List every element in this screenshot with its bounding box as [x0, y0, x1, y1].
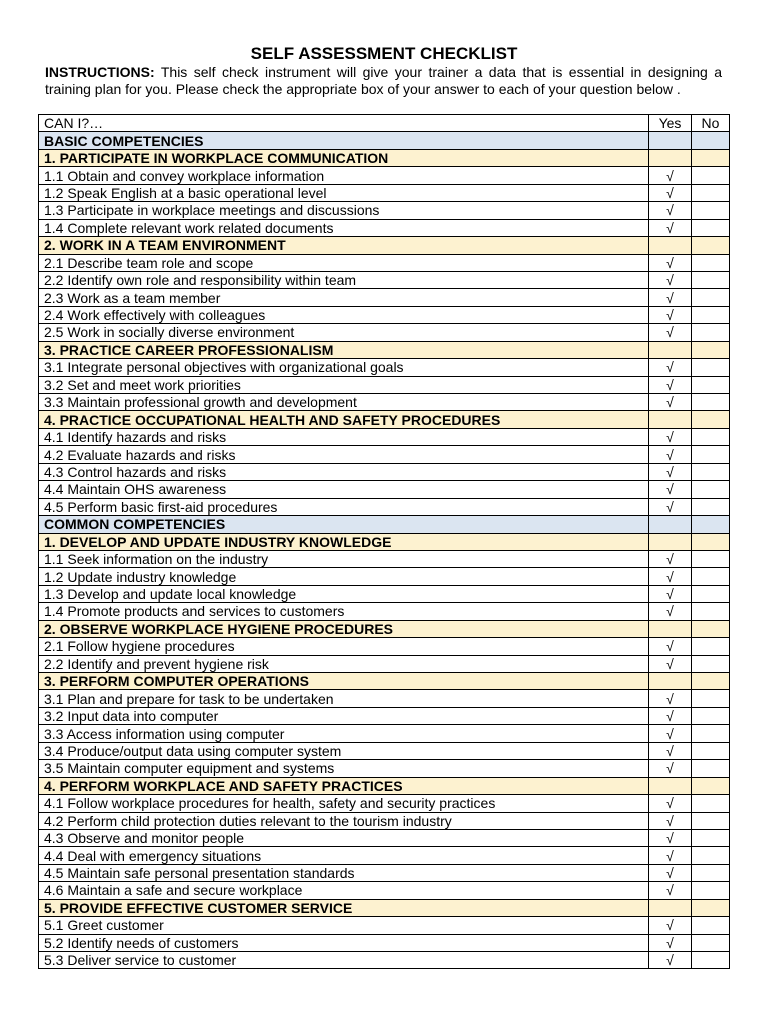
no-checkbox-cell[interactable] [692, 690, 730, 707]
no-checkbox-cell [692, 132, 730, 149]
instructions [45, 64, 722, 98]
checklist-item-row [39, 829, 730, 846]
section-label: 1. PARTICIPATE IN WORKPLACE COMMUNICATION [39, 149, 649, 166]
section-row [39, 673, 730, 690]
yes-checkbox-cell[interactable]: √ [649, 638, 692, 655]
no-checkbox-cell [692, 899, 730, 916]
yes-checkbox-cell[interactable]: √ [649, 917, 692, 934]
item-label: 1.2 Speak English at a basic operational level [39, 184, 649, 201]
item-label: 4.5 Perform basic first-aid procedures [39, 498, 649, 515]
yes-checkbox-cell[interactable]: √ [649, 655, 692, 672]
item-label: 3.4 Produce/output data using computer system [39, 742, 649, 759]
yes-checkbox-cell[interactable]: √ [649, 568, 692, 585]
no-checkbox-cell[interactable] [692, 760, 730, 777]
checklist-item-row [39, 934, 730, 951]
no-checkbox-cell[interactable] [692, 271, 730, 288]
no-checkbox-cell[interactable] [692, 795, 730, 812]
header-yes: Yes [649, 115, 692, 132]
yes-checkbox-cell [649, 899, 692, 916]
checklist-item-row [39, 603, 730, 620]
yes-checkbox-cell [649, 777, 692, 794]
header-question: CAN I?… [39, 115, 649, 132]
no-checkbox-cell[interactable] [692, 324, 730, 341]
checklist-item-row [39, 882, 730, 899]
no-checkbox-cell [692, 237, 730, 254]
no-checkbox-cell [692, 411, 730, 428]
section-row [39, 899, 730, 916]
yes-checkbox-cell[interactable]: √ [649, 864, 692, 881]
checklist-item-row [39, 254, 730, 271]
yes-checkbox-cell[interactable]: √ [649, 202, 692, 219]
item-label: 1.4 Promote products and services to customers [39, 603, 649, 620]
yes-checkbox-cell[interactable]: √ [649, 289, 692, 306]
section-row [39, 237, 730, 254]
item-label: 4.2 Evaluate hazards and risks [39, 446, 649, 463]
checklist-item-row [39, 812, 730, 829]
item-label: 4.1 Identify hazards and risks [39, 428, 649, 445]
yes-checkbox-cell[interactable]: √ [649, 882, 692, 899]
yes-checkbox-cell[interactable]: √ [649, 934, 692, 951]
yes-checkbox-cell[interactable]: √ [649, 324, 692, 341]
no-checkbox-cell[interactable] [692, 219, 730, 236]
item-label: 2.3 Work as a team member [39, 289, 649, 306]
item-label: 4.3 Control hazards and risks [39, 463, 649, 480]
checklist-item-row [39, 568, 730, 585]
yes-checkbox-cell [649, 516, 692, 533]
category-label: BASIC COMPETENCIES [39, 132, 649, 149]
yes-checkbox-cell [649, 673, 692, 690]
yes-checkbox-cell[interactable]: √ [649, 742, 692, 759]
yes-checkbox-cell[interactable]: √ [649, 359, 692, 376]
section-label: 4. PERFORM WORKPLACE AND SAFETY PRACTICES [39, 777, 649, 794]
no-checkbox-cell[interactable] [692, 655, 730, 672]
checklist-item-row [39, 847, 730, 864]
item-label: 3.2 Input data into computer [39, 707, 649, 724]
no-checkbox-cell [692, 149, 730, 166]
section-row [39, 149, 730, 166]
section-row [39, 411, 730, 428]
no-checkbox-cell[interactable] [692, 394, 730, 411]
no-checkbox-cell[interactable] [692, 167, 730, 184]
yes-checkbox-cell[interactable]: √ [649, 376, 692, 393]
item-label: 2.4 Work effectively with colleagues [39, 306, 649, 323]
no-checkbox-cell[interactable] [692, 917, 730, 934]
section-row [39, 533, 730, 550]
checklist-item-row [39, 795, 730, 812]
checklist-item-row [39, 760, 730, 777]
no-checkbox-cell[interactable] [692, 202, 730, 219]
section-label: 4. PRACTICE OCCUPATIONAL HEALTH AND SAFETY PROCEDURES [39, 411, 649, 428]
no-checkbox-cell [692, 620, 730, 637]
yes-checkbox-cell[interactable]: √ [649, 952, 692, 969]
category-row [39, 516, 730, 533]
yes-checkbox-cell[interactable]: √ [649, 550, 692, 567]
no-checkbox-cell[interactable] [692, 359, 730, 376]
yes-checkbox-cell[interactable]: √ [649, 219, 692, 236]
no-checkbox-cell[interactable] [692, 882, 730, 899]
table-header-row [39, 115, 730, 132]
section-label: 2. WORK IN A TEAM ENVIRONMENT [39, 237, 649, 254]
item-label: 4.5 Maintain safe personal presentation standards [39, 864, 649, 881]
no-checkbox-cell[interactable] [692, 289, 730, 306]
item-label: 3.3 Maintain professional growth and development [39, 394, 649, 411]
checklist-item-row [39, 585, 730, 602]
yes-checkbox-cell[interactable]: √ [649, 829, 692, 846]
no-checkbox-cell[interactable] [692, 829, 730, 846]
page-title: SELF ASSESSMENT CHECKLIST [250, 44, 518, 63]
checklist-item-row [39, 359, 730, 376]
item-label: 4.1 Follow workplace procedures for health, safety and security practices [39, 795, 649, 812]
instructions-label: INSTRUCTIONS: [45, 64, 155, 80]
no-checkbox-cell[interactable] [692, 934, 730, 951]
no-checkbox-cell[interactable] [692, 864, 730, 881]
checklist-item-row [39, 690, 730, 707]
no-checkbox-cell[interactable] [692, 812, 730, 829]
item-label: 1.2 Update industry knowledge [39, 568, 649, 585]
section-row [39, 341, 730, 358]
item-label: 2.1 Describe team role and scope [39, 254, 649, 271]
section-label: 1. DEVELOP AND UPDATE INDUSTRY KNOWLEDGE [39, 533, 649, 550]
no-checkbox-cell[interactable] [692, 952, 730, 969]
checklist-item-row [39, 864, 730, 881]
yes-checkbox-cell [649, 533, 692, 550]
yes-checkbox-cell[interactable]: √ [649, 271, 692, 288]
item-label: 3.2 Set and meet work priorities [39, 376, 649, 393]
yes-checkbox-cell [649, 341, 692, 358]
category-label: COMMON COMPETENCIES [39, 516, 649, 533]
checklist-item-row [39, 481, 730, 498]
no-checkbox-cell[interactable] [692, 550, 730, 567]
header-no: No [692, 115, 730, 132]
item-label: 4.6 Maintain a safe and secure workplace [39, 882, 649, 899]
checklist-item-row [39, 324, 730, 341]
no-checkbox-cell[interactable] [692, 254, 730, 271]
no-checkbox-cell[interactable] [692, 184, 730, 201]
yes-checkbox-cell [649, 620, 692, 637]
item-label: 3.3 Access information using computer [39, 725, 649, 742]
checklist-item-row [39, 202, 730, 219]
item-label: 4.2 Perform child protection duties relevant to the tourism industry [39, 812, 649, 829]
item-label: 5.1 Greet customer [39, 917, 649, 934]
checklist-rows [39, 132, 730, 969]
yes-checkbox-cell[interactable]: √ [649, 690, 692, 707]
item-label: 2.5 Work in socially diverse environment [39, 324, 649, 341]
section-label: 3. PRACTICE CAREER PROFESSIONALISM [39, 341, 649, 358]
item-label: 1.3 Develop and update local knowledge [39, 585, 649, 602]
yes-checkbox-cell[interactable]: √ [649, 707, 692, 724]
no-checkbox-cell[interactable] [692, 585, 730, 602]
checklist-item-row [39, 394, 730, 411]
yes-checkbox-cell[interactable]: √ [649, 498, 692, 515]
checklist-item-row [39, 167, 730, 184]
checklist-item-row [39, 184, 730, 201]
item-label: 2.2 Identify own role and responsibility within team [39, 271, 649, 288]
no-checkbox-cell[interactable] [692, 428, 730, 445]
checklist-item-row [39, 446, 730, 463]
checklist-item-row [39, 306, 730, 323]
checklist-item-row [39, 428, 730, 445]
no-checkbox-cell[interactable] [692, 847, 730, 864]
yes-checkbox-cell[interactable]: √ [649, 446, 692, 463]
checklist-item-row [39, 707, 730, 724]
checklist-item-row [39, 638, 730, 655]
yes-checkbox-cell [649, 411, 692, 428]
item-label: 1.3 Participate in workplace meetings and discussions [39, 202, 649, 219]
no-checkbox-cell[interactable] [692, 742, 730, 759]
item-label: 5.2 Identify needs of customers [39, 934, 649, 951]
item-label: 3.1 Integrate personal objectives with organizational goals [39, 359, 649, 376]
category-row [39, 132, 730, 149]
yes-checkbox-cell [649, 132, 692, 149]
checklist-item-row [39, 655, 730, 672]
yes-checkbox-cell[interactable]: √ [649, 306, 692, 323]
no-checkbox-cell [692, 341, 730, 358]
item-label: 3.5 Maintain computer equipment and systems [39, 760, 649, 777]
no-checkbox-cell [692, 777, 730, 794]
section-label: 5. PROVIDE EFFECTIVE CUSTOMER SERVICE [39, 899, 649, 916]
yes-checkbox-cell[interactable]: √ [649, 463, 692, 480]
item-label: 1.1 Obtain and convey workplace information [39, 167, 649, 184]
yes-checkbox-cell[interactable]: √ [649, 795, 692, 812]
yes-checkbox-cell[interactable]: √ [649, 481, 692, 498]
instructions-text: This self check instrument will give your trainer a data that is essential in designing a training plan for you. Please check the appropriate box of your answer to each of your question below . [45, 64, 722, 97]
yes-checkbox-cell [649, 237, 692, 254]
yes-checkbox-cell[interactable]: √ [649, 254, 692, 271]
item-label: 4.3 Observe and monitor people [39, 829, 649, 846]
yes-checkbox-cell[interactable]: √ [649, 585, 692, 602]
no-checkbox-cell[interactable] [692, 725, 730, 742]
yes-checkbox-cell[interactable]: √ [649, 812, 692, 829]
checklist-item-row [39, 463, 730, 480]
item-label: 1.4 Complete relevant work related documents [39, 219, 649, 236]
no-checkbox-cell[interactable] [692, 446, 730, 463]
no-checkbox-cell[interactable] [692, 306, 730, 323]
checklist-table [38, 114, 730, 969]
no-checkbox-cell[interactable] [692, 638, 730, 655]
checklist-item-row [39, 498, 730, 515]
item-label: 3.1 Plan and prepare for task to be undertaken [39, 690, 649, 707]
no-checkbox-cell[interactable] [692, 603, 730, 620]
checklist-item-row [39, 952, 730, 969]
item-label: 1.1 Seek information on the industry [39, 550, 649, 567]
no-checkbox-cell[interactable] [692, 498, 730, 515]
checklist-item-row [39, 917, 730, 934]
yes-checkbox-cell[interactable]: √ [649, 394, 692, 411]
yes-checkbox-cell[interactable]: √ [649, 428, 692, 445]
yes-checkbox-cell[interactable]: √ [649, 167, 692, 184]
no-checkbox-cell [692, 673, 730, 690]
section-label: 3. PERFORM COMPUTER OPERATIONS [39, 673, 649, 690]
yes-checkbox-cell[interactable]: √ [649, 760, 692, 777]
item-label: 2.2 Identify and prevent hygiene risk [39, 655, 649, 672]
no-checkbox-cell[interactable] [692, 568, 730, 585]
section-row [39, 620, 730, 637]
checklist-item-row [39, 376, 730, 393]
checklist-item-row [39, 271, 730, 288]
item-label: 4.4 Maintain OHS awareness [39, 481, 649, 498]
section-label: 2. OBSERVE WORKPLACE HYGIENE PROCEDURES [39, 620, 649, 637]
yes-checkbox-cell[interactable]: √ [649, 847, 692, 864]
checklist-item-row [39, 742, 730, 759]
checklist-item-row [39, 289, 730, 306]
no-checkbox-cell[interactable] [692, 463, 730, 480]
item-label: 5.3 Deliver service to customer [39, 952, 649, 969]
checklist-item-row [39, 550, 730, 567]
item-label: 4.4 Deal with emergency situations [39, 847, 649, 864]
no-checkbox-cell [692, 533, 730, 550]
yes-checkbox-cell[interactable]: √ [649, 603, 692, 620]
no-checkbox-cell[interactable] [692, 481, 730, 498]
section-row [39, 777, 730, 794]
checklist-item-row [39, 725, 730, 742]
no-checkbox-cell [692, 516, 730, 533]
yes-checkbox-cell[interactable]: √ [649, 184, 692, 201]
checklist-item-row [39, 219, 730, 236]
yes-checkbox-cell[interactable]: √ [649, 725, 692, 742]
no-checkbox-cell[interactable] [692, 376, 730, 393]
yes-checkbox-cell [649, 149, 692, 166]
no-checkbox-cell[interactable] [692, 707, 730, 724]
item-label: 2.1 Follow hygiene procedures [39, 638, 649, 655]
